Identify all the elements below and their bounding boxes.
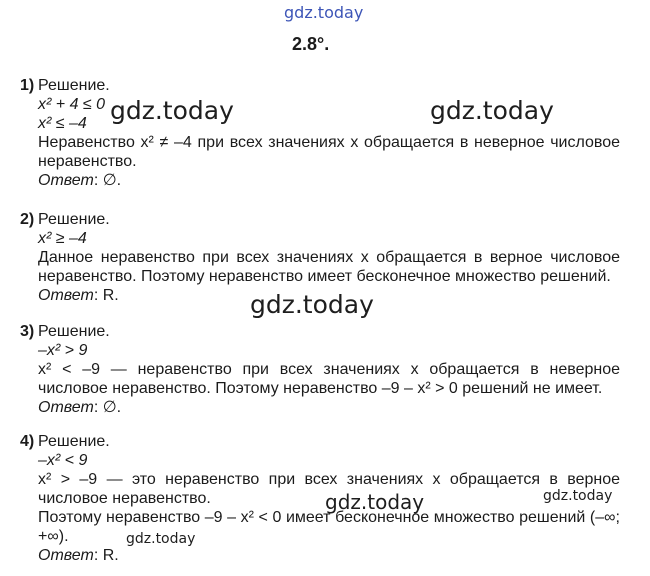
answer-label: Ответ bbox=[38, 547, 94, 564]
section-number: 1) bbox=[20, 77, 35, 94]
explanation-text: x² > –9 — это неравенство при всех значениях x обращается в верное числовое неравенство. bbox=[38, 471, 620, 507]
watermark: gdz.today bbox=[126, 531, 196, 547]
watermark-top: gdz.today bbox=[284, 3, 364, 22]
answer-value: : ∅. bbox=[93, 172, 122, 189]
section-number: 2) bbox=[20, 211, 35, 228]
solution-label: Решение. bbox=[38, 77, 110, 94]
math-line: x² + 4 ≤ 0 bbox=[38, 96, 106, 113]
math-line: x² ≤ –4 bbox=[38, 115, 87, 132]
solution-section-3 bbox=[20, 322, 620, 417]
answer-label: Ответ bbox=[38, 287, 94, 304]
watermark: gdz.today bbox=[250, 290, 374, 319]
solution-section-4 bbox=[20, 432, 620, 565]
solution-section-1 bbox=[20, 76, 620, 190]
math-line: –x² > 9 bbox=[38, 342, 88, 359]
watermark: gdz.today bbox=[110, 96, 234, 125]
explanation-text: x² < –9 — неравенство при всех значениях x обращается в неверное числовое неравенство. Поэтому неравенство –9 – x² > 0 решений не имеет. bbox=[38, 361, 620, 397]
watermark: gdz.today bbox=[325, 490, 425, 514]
answer-label: Ответ bbox=[38, 399, 94, 416]
math-line: –x² < 9 bbox=[38, 452, 88, 469]
solution-label: Решение. bbox=[38, 433, 110, 450]
answer-label: Ответ bbox=[38, 172, 94, 189]
answer-value: : ∅. bbox=[93, 399, 122, 416]
problem-title: 2.8°. bbox=[292, 34, 330, 54]
math-line: x² ≥ –4 bbox=[38, 230, 87, 247]
section-number: 4) bbox=[20, 433, 35, 450]
explanation-text-continued: Поэтому неравенство –9 – x² < 0 имеет бесконечное множество решений (–∞; +∞). bbox=[38, 509, 620, 545]
explanation-text: Неравенство x² ≠ –4 при всех значениях x обращается в неверное числовое неравенство. bbox=[38, 134, 620, 170]
watermark: gdz.today bbox=[430, 96, 554, 125]
explanation-text: Данное неравенство при всех значениях x обращается в верное числовое неравенство. Поэтому неравенство имеет бесконечное множество решений. bbox=[38, 249, 620, 285]
watermark: gdz.today bbox=[543, 488, 613, 504]
section-number: 3) bbox=[20, 323, 35, 340]
answer-value: : R. bbox=[93, 287, 119, 304]
solution-label: Решение. bbox=[38, 323, 110, 340]
answer-value: : R. bbox=[93, 547, 119, 564]
solution-label: Решение. bbox=[38, 211, 110, 228]
